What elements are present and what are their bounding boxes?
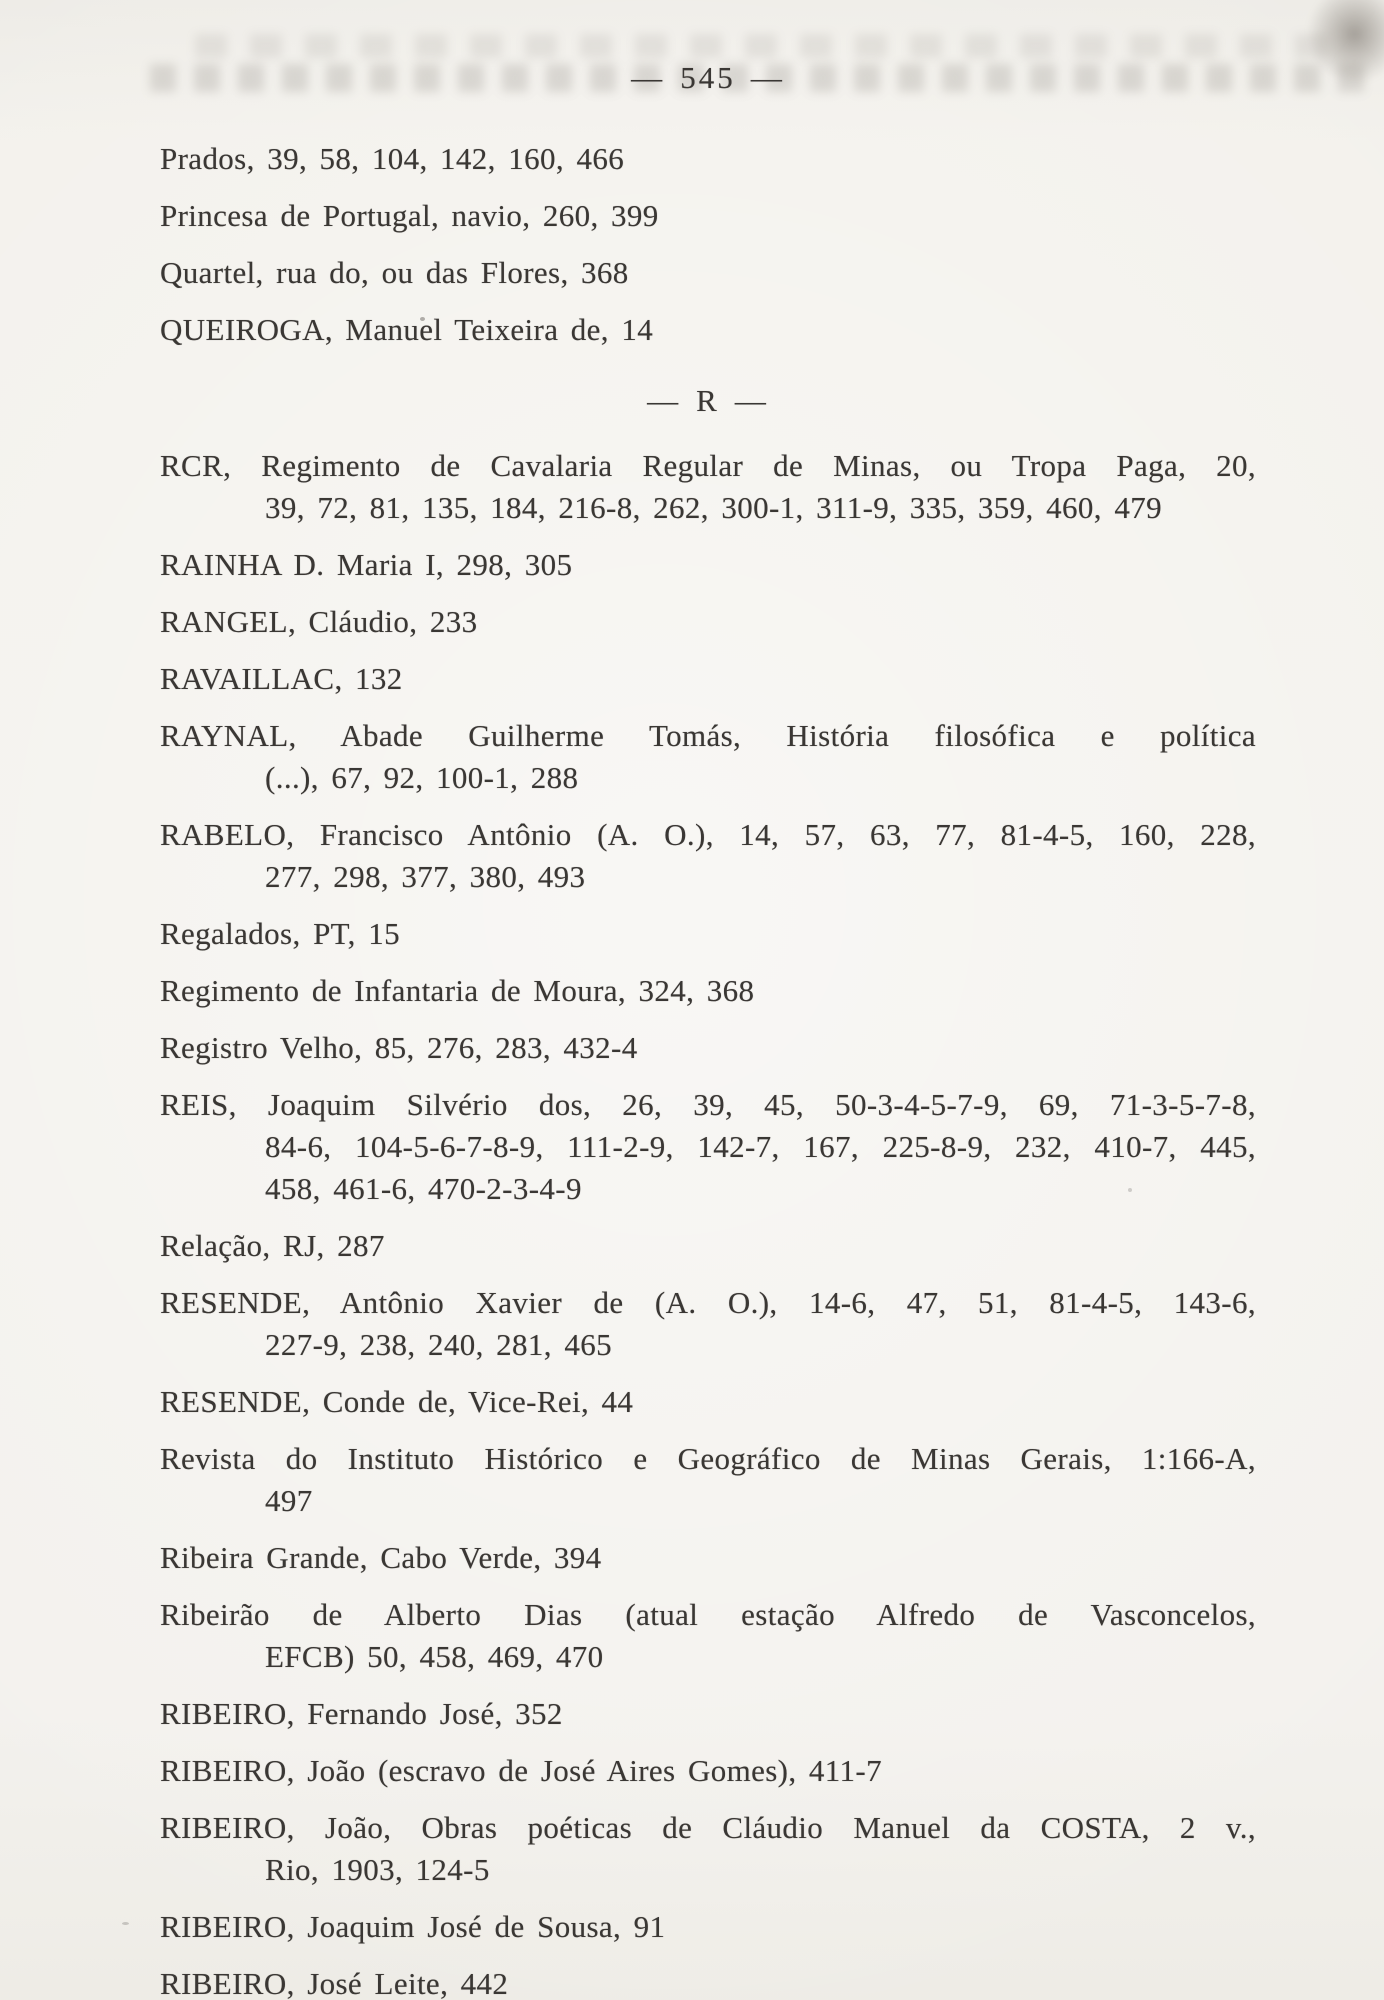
index-entry bbox=[160, 138, 1256, 180]
index-entry bbox=[160, 1537, 1256, 1579]
entry-line: 227-9, 238, 240, 281, 465 bbox=[265, 1327, 612, 1362]
entry-line: 39, 72, 81, 135, 184, 216-8, 262, 300-1, 311-9, 335, 359, 460, 479 bbox=[265, 490, 1162, 525]
index-entry bbox=[160, 445, 1256, 529]
index-entry bbox=[160, 544, 1256, 586]
pre-section-list bbox=[160, 138, 1256, 351]
entry-line: RIBEIRO, José Leite, 442 bbox=[160, 1966, 509, 2000]
index-entry bbox=[160, 1807, 1256, 1891]
index-entry bbox=[160, 814, 1256, 898]
entry-line: 84-6, 104-5-6-7-8-9, 111-2-9, 142-7, 167, 225-8-9, 232, 410-7, 445, bbox=[265, 1129, 1256, 1164]
entry-line: QUEIROGA, Manuel Teixeira de, 14 bbox=[160, 312, 654, 347]
entry-line: RABELO, Francisco Antônio (A. O.), 14, 57, 63, 77, 81-4-5, 160, 228, bbox=[160, 817, 1256, 852]
section-header-r: — R — bbox=[647, 383, 769, 418]
index-entry bbox=[160, 309, 1256, 351]
entry-line: Registro Velho, 85, 276, 283, 432-4 bbox=[160, 1030, 638, 1065]
index-entry bbox=[160, 1693, 1256, 1735]
entry-line: RIBEIRO, Joaquim José de Sousa, 91 bbox=[160, 1909, 666, 1944]
entry-line: Ribeira Grande, Cabo Verde, 394 bbox=[160, 1540, 602, 1575]
index-entry bbox=[160, 715, 1256, 799]
entry-line: RIBEIRO, João, Obras poéticas de Cláudio Manuel da COSTA, 2 v., bbox=[160, 1810, 1256, 1845]
index-entry bbox=[160, 1381, 1256, 1423]
index-entry bbox=[160, 1225, 1256, 1267]
index-entry bbox=[160, 1750, 1256, 1792]
entry-line: Rio, 1903, 124-5 bbox=[265, 1852, 490, 1887]
entry-line: REIS, Joaquim Silvério dos, 26, 39, 45, 50-3-4-5-7-9, 69, 71-3-5-7-8, bbox=[160, 1087, 1256, 1122]
entry-line: 277, 298, 377, 380, 493 bbox=[265, 859, 586, 894]
index-entry bbox=[160, 195, 1256, 237]
index-entry bbox=[160, 970, 1256, 1012]
index-entry bbox=[160, 1027, 1256, 1069]
index-content bbox=[160, 0, 1256, 2000]
index-entry bbox=[160, 913, 1256, 955]
entry-line: (...), 67, 92, 100-1, 288 bbox=[265, 760, 579, 795]
index-entry bbox=[160, 658, 1256, 700]
entry-line: RIBEIRO, Fernando José, 352 bbox=[160, 1696, 563, 1731]
index-entry bbox=[160, 1594, 1256, 1678]
entry-line: EFCB) 50, 458, 469, 470 bbox=[265, 1639, 604, 1674]
page-number: — 545 — bbox=[631, 60, 785, 95]
index-entry bbox=[160, 1438, 1256, 1522]
entry-line: Prados, 39, 58, 104, 142, 160, 466 bbox=[160, 141, 625, 176]
index-entry bbox=[160, 1963, 1256, 2000]
entry-line: Regalados, PT, 15 bbox=[160, 916, 401, 951]
entry-line: RAINHA D. Maria I, 298, 305 bbox=[160, 547, 573, 582]
entry-line: RCR, Regimento de Cavalaria Regular de Minas, ou Tropa Paga, 20, bbox=[160, 448, 1256, 483]
index-entry bbox=[160, 252, 1256, 294]
section-r-list bbox=[160, 445, 1256, 2000]
entry-line: Relação, RJ, 287 bbox=[160, 1228, 385, 1263]
entry-line: RESENDE, Conde de, Vice-Rei, 44 bbox=[160, 1384, 634, 1419]
scan-speck bbox=[122, 1922, 129, 1925]
entry-line: RAYNAL, Abade Guilherme Tomás, História filosófica e política bbox=[160, 718, 1256, 753]
entry-line: Revista do Instituto Histórico e Geográfico de Minas Gerais, 1:166-A, bbox=[160, 1441, 1256, 1476]
entry-line: RAVAILLAC, 132 bbox=[160, 661, 403, 696]
entry-line: Princesa de Portugal, navio, 260, 399 bbox=[160, 198, 659, 233]
scan-artifact-corner-smudge bbox=[1307, 0, 1384, 84]
entry-line: Ribeirão de Alberto Dias (atual estação Alfredo de Vasconcelos, bbox=[160, 1597, 1256, 1632]
index-entry bbox=[160, 1282, 1256, 1366]
entry-line: RIBEIRO, João (escravo de José Aires Gomes), 411-7 bbox=[160, 1753, 882, 1788]
index-entry bbox=[160, 1906, 1256, 1948]
index-entry bbox=[160, 601, 1256, 643]
entry-line: RESENDE, Antônio Xavier de (A. O.), 14-6, 47, 51, 81-4-5, 143-6, bbox=[160, 1285, 1256, 1320]
entry-line: Regimento de Infantaria de Moura, 324, 368 bbox=[160, 973, 755, 1008]
entry-line: 497 bbox=[265, 1483, 313, 1518]
entry-line: RANGEL, Cláudio, 233 bbox=[160, 604, 478, 639]
entry-line: Quartel, rua do, ou das Flores, 368 bbox=[160, 255, 629, 290]
index-entry bbox=[160, 1084, 1256, 1210]
entry-line: 458, 461-6, 470-2-3-4-9 bbox=[265, 1171, 582, 1206]
